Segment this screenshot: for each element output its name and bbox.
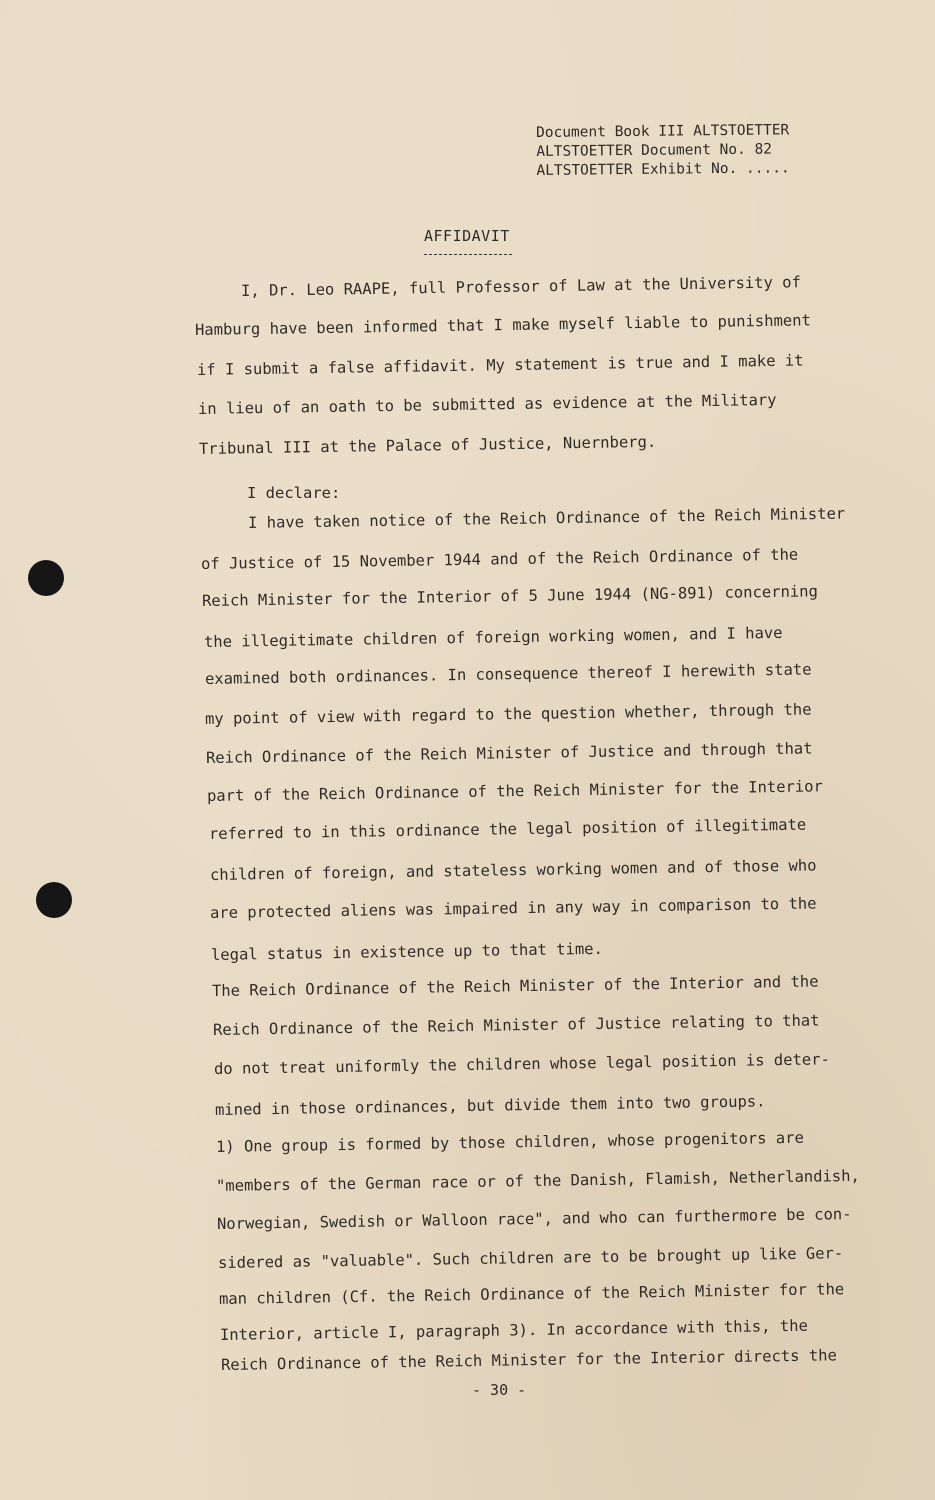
body-line: in lieu of an oath to be submitted as evidence at the Military bbox=[197, 390, 777, 418]
body-line: 1) One group is formed by those children, whose progenitors are bbox=[215, 1128, 804, 1156]
body-line: examined both ordinances. In consequence thereof I herewith state bbox=[204, 660, 812, 688]
body-line: I, Dr. Leo RAAPE, full Professor of Law at the University of bbox=[240, 273, 801, 300]
body-line: referred to in this ordinance the legal position of illegitimate bbox=[208, 815, 807, 843]
body-line: sidered as "valuable". Such children are to be brought up like Ger- bbox=[217, 1244, 844, 1272]
body-line: Reich Ordinance of the Reich Minister of Justice and through that bbox=[205, 739, 813, 767]
body-line: "members of the German race or of the Danish, Flamish, Netherlandish, bbox=[215, 1166, 860, 1195]
body-line: I declare: bbox=[247, 484, 341, 502]
body-line: The Reich Ordinance of the Reich Minister of the Interior and the bbox=[211, 972, 819, 1000]
body-line: of Justice of 15 November 1944 and of the Reich Ordinance of the bbox=[200, 545, 799, 573]
body-line: if I submit a false affidavit. My statement is true and I make it bbox=[196, 351, 804, 379]
body-line: do not treat uniformly the children whose legal position is deter- bbox=[213, 1050, 830, 1078]
page-number: - 30 - bbox=[472, 1381, 527, 1399]
body-line: Tribunal III at the Palace of Justice, Nuernberg. bbox=[198, 432, 657, 458]
exhibit-number-line: ALTSTOETTER Exhibit No. ..... bbox=[536, 160, 790, 179]
body-line: mined in those ordinances, but divide them into two groups. bbox=[214, 1092, 766, 1119]
body-line: Reich Minister for the Interior of 5 June 1944 (NG-891) concerning bbox=[201, 582, 818, 610]
body-line: the illegitimate children of foreign working women, and I have bbox=[203, 623, 783, 651]
body-line: I have taken notice of the Reich Ordinance of the Reich Minister bbox=[247, 504, 846, 532]
body-line: part of the Reich Ordinance of the Reich Minister for the Interior bbox=[206, 777, 823, 805]
body-line: children of foreign, and stateless working women and of those who bbox=[209, 856, 817, 884]
document-number-line: ALTSTOETTER Document No. 82 bbox=[536, 141, 773, 160]
body-line: legal status in existence up to that time. bbox=[210, 939, 604, 964]
body-line: are protected aliens was impaired in any way in comparison to the bbox=[209, 894, 817, 922]
document-book-line: Document Book III ALTSTOETTER bbox=[536, 122, 790, 141]
body-line: Hamburg have been informed that I make myself liable to punishment bbox=[194, 311, 811, 339]
body-line: Reich Ordinance of the Reich Minister for the Interior directs the bbox=[220, 1346, 837, 1374]
body-line: my point of view with regard to the question whether, through the bbox=[204, 700, 812, 728]
body-line: man children (Cf. the Reich Ordinance of the Reich Minister for the bbox=[218, 1280, 845, 1308]
document-title: AFFIDAVIT bbox=[424, 227, 510, 245]
body-line: Interior, article I, paragraph 3). In accordance with this, the bbox=[219, 1316, 808, 1344]
body-line: Norwegian, Swedish or Walloon race", and who can furthermore be con- bbox=[216, 1205, 852, 1233]
body-line: Reich Ordinance of the Reich Minister of Justice relating to that bbox=[212, 1011, 820, 1039]
